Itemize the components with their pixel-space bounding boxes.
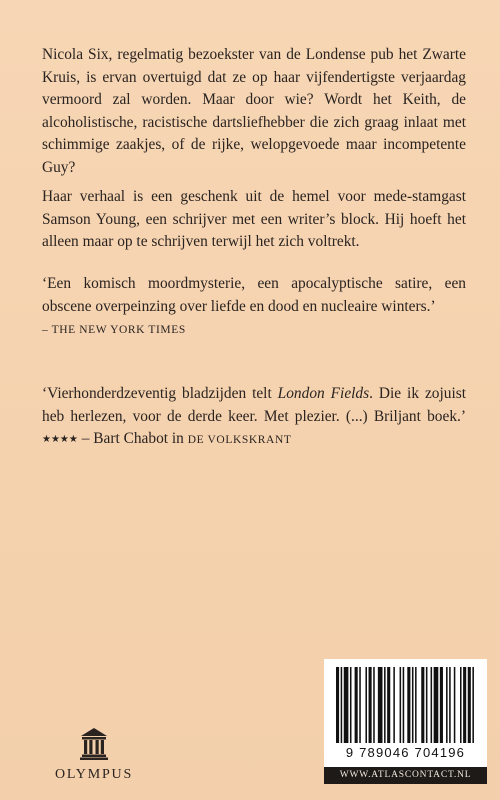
barcode-bar xyxy=(365,667,367,743)
barcode-bar xyxy=(359,667,361,743)
barcode-bar xyxy=(468,667,471,743)
barcode-bar xyxy=(460,667,462,743)
barcode-bar xyxy=(407,667,410,743)
barcode-bar xyxy=(344,667,349,743)
barcode-bar xyxy=(412,667,414,743)
barcode-bar xyxy=(341,667,343,743)
isbn-digits: 9 789046 704196 xyxy=(345,745,466,760)
barcode-bar xyxy=(421,667,424,743)
barcode-bar xyxy=(431,667,433,743)
review-quote-volkskrant xyxy=(42,383,466,452)
barcode-bar xyxy=(373,667,375,743)
barcode-bar xyxy=(384,667,386,743)
barcode-bar xyxy=(387,667,390,743)
barcode-bar xyxy=(446,667,448,743)
barcode-bar xyxy=(472,667,474,743)
barcode-bars xyxy=(324,659,487,747)
barcode-bar xyxy=(454,667,456,743)
publisher-logo xyxy=(52,726,136,796)
publisher-name: OLYMPUS xyxy=(54,767,134,782)
publisher-url: WWW.ATLASCONTACT.NL xyxy=(324,767,487,784)
review-quote-nyt-attribution: – THE NEW YORK TIMES xyxy=(42,324,186,336)
barcode-bar xyxy=(463,667,466,743)
review-quote-nyt xyxy=(42,273,466,342)
barcode-bar xyxy=(350,667,352,743)
barcode-bar xyxy=(403,667,405,743)
blurb-paragraph-1: Nicola Six, regelmatig bezoekster van de Londense pub het Zwarte Kruis, is ervan overtuigd dat ze op haar vijfendertigste verjaardag vermoord zal worden. Maar door wie? Wordt het Keith, de alcoholistische, racistische dartsliefhebber die zich graag inlaat met schimmige zaakjes, of de rijke, welopgevoede maar incompetente Guy? xyxy=(42,46,466,176)
blurb-paragraph-2: Haar verhaal is een geschenk uit de hemel voor mede-stamgast Samson Young, een schrijver met een writer’s block. Hij hoeft het alleen maar op te schrijven terwijl het zich voltrekt. xyxy=(42,188,466,250)
temple-icon xyxy=(79,726,109,762)
quote2-text-before: ‘Vierhonderdzeventig bladzijden telt xyxy=(42,385,278,402)
barcode-bar xyxy=(426,667,428,743)
barcode-bar xyxy=(400,667,402,743)
barcode-bar xyxy=(355,667,358,743)
isbn-barcode xyxy=(324,659,487,767)
review-quote-nyt-text: ‘Een komisch moordmysterie, een apocalyptische satire, een obscene overpeinzing over liefde en dood en nucleaire winters.’ xyxy=(42,275,466,315)
rating-stars: ★★★★ xyxy=(42,434,78,445)
barcode-bar xyxy=(434,667,439,743)
barcode-bar xyxy=(378,667,383,743)
barcode-bar xyxy=(393,667,395,743)
quote2-book-title: London Fields xyxy=(277,385,370,402)
barcode-bar xyxy=(449,667,451,743)
barcode-bar xyxy=(415,667,417,743)
quote2-reviewer: – Bart Chabot in xyxy=(77,430,188,447)
barcode-bar xyxy=(440,667,443,743)
quote2-source: DE VOLKSKRANT xyxy=(187,434,292,446)
barcode-bar xyxy=(369,667,372,743)
quote2-text-after: . Die ik zojuist heb herlezen, voor de derde keer. Met plezier. (...) Briljant boek.’ xyxy=(42,385,467,425)
barcode-bar xyxy=(336,667,339,743)
